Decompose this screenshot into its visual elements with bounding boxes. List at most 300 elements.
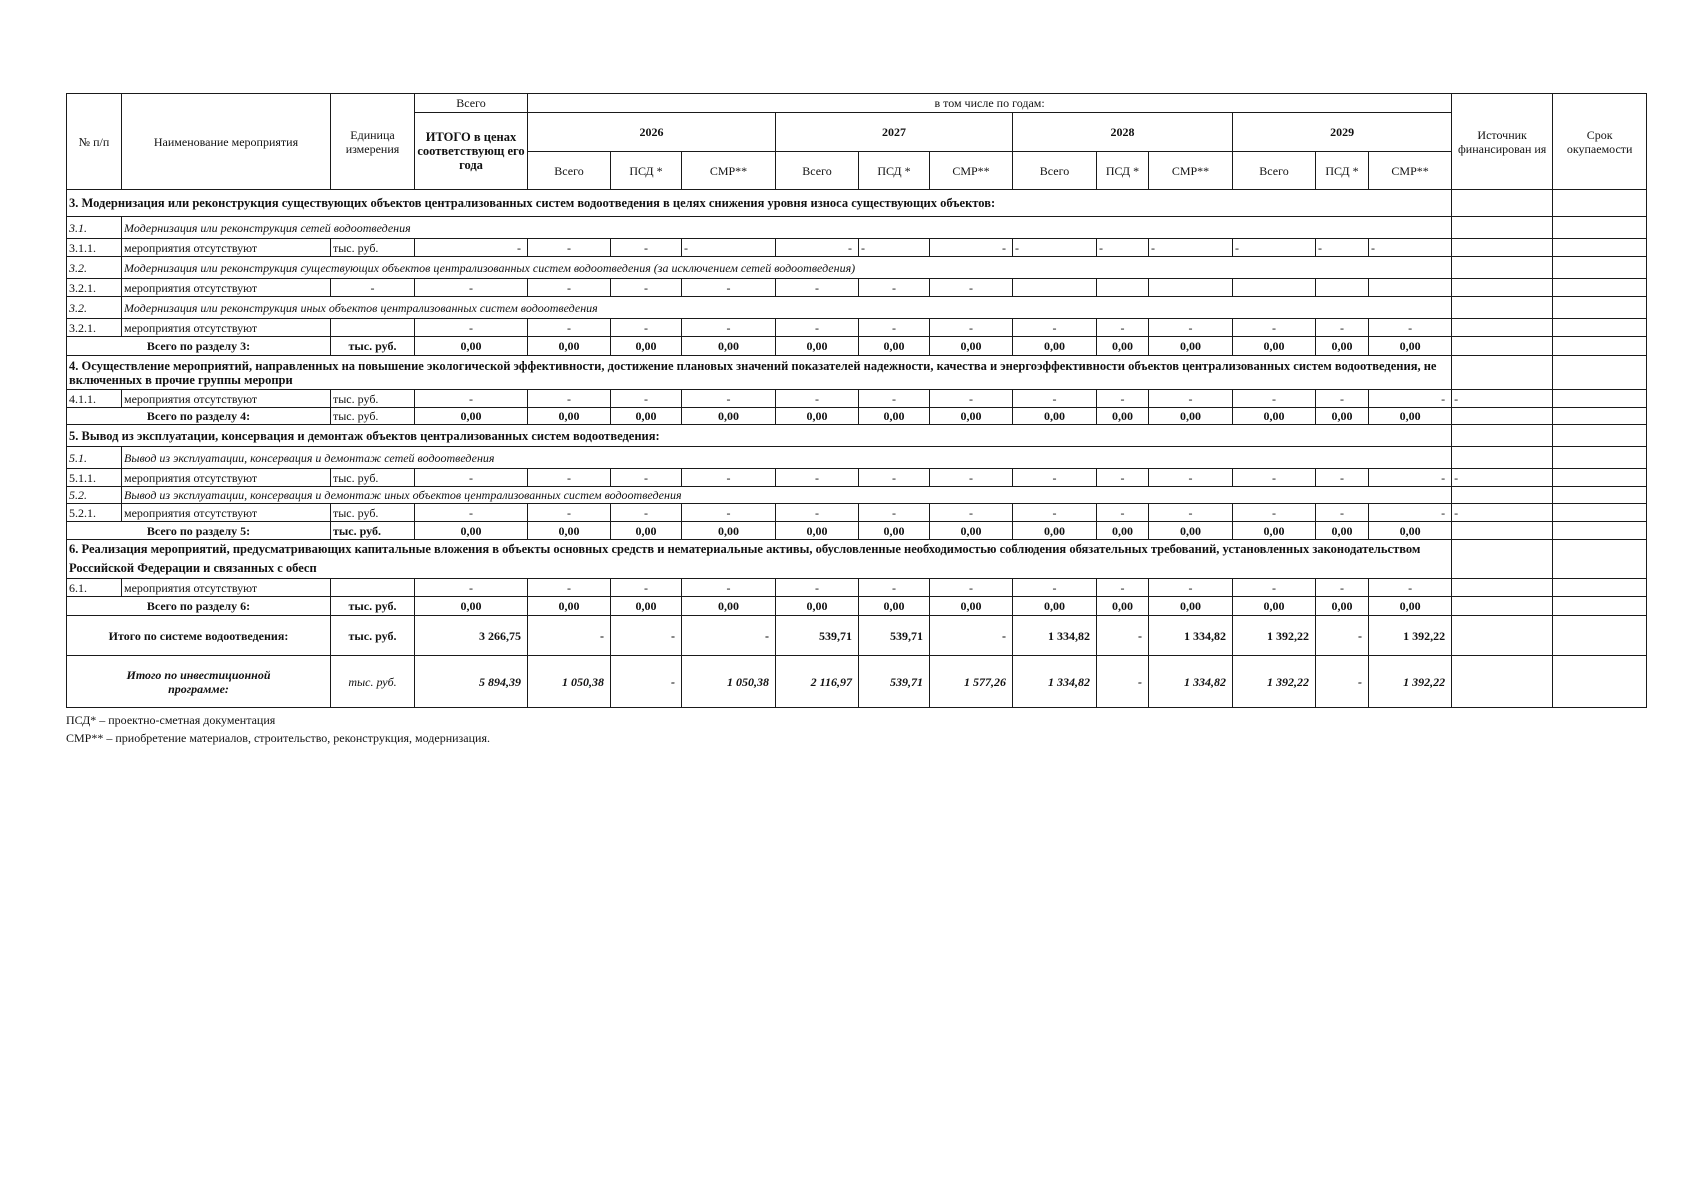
table-body — [67, 190, 1647, 708]
table-cell — [1452, 616, 1553, 656]
table-cell: - — [1316, 319, 1369, 337]
table-cell — [1097, 279, 1149, 297]
table-cell: тыс. руб. — [331, 408, 415, 425]
table-cell: 0,00 — [528, 408, 611, 425]
table-cell: - — [611, 656, 682, 708]
table-cell: 0,00 — [682, 337, 776, 356]
table-cell: - — [1369, 469, 1452, 487]
table-cell: - — [415, 319, 528, 337]
table-cell: - — [611, 279, 682, 297]
table-cell: - — [1013, 579, 1097, 597]
table-cell: - — [1013, 239, 1097, 257]
table-cell: 0,00 — [1149, 337, 1233, 356]
table-cell: - — [682, 319, 776, 337]
table-cell: - — [415, 504, 528, 522]
subsection-title: Вывод из эксплуатации, консервация и демонтаж иных объектов централизованных систем водоотведения — [122, 487, 1452, 504]
table-row — [67, 469, 1647, 487]
header-source: Источник финансирован ия — [1452, 94, 1553, 190]
table-cell: - — [930, 390, 1013, 408]
table-cell: - — [415, 469, 528, 487]
table-cell — [331, 579, 415, 597]
table-cell: - — [930, 579, 1013, 597]
table-cell: 1 392,22 — [1369, 656, 1452, 708]
table-cell: 1 050,38 — [682, 656, 776, 708]
table-cell: - — [682, 504, 776, 522]
table-row — [67, 239, 1647, 257]
program-total-label: Итого по инвестиционной программе: — [67, 656, 331, 708]
section-3-total-row — [67, 337, 1647, 356]
table-cell: - — [930, 469, 1013, 487]
table-cell: 1 050,38 — [528, 656, 611, 708]
table-cell: - — [1149, 319, 1233, 337]
table-header — [67, 94, 1647, 190]
table-cell: 0,00 — [930, 408, 1013, 425]
section-5-title: 5. Вывод из эксплуатации, консервация и демонтаж объектов централизованных систем водоотведения: — [67, 425, 1452, 447]
table-cell: 0,00 — [1369, 337, 1452, 356]
table-cell: - — [776, 319, 859, 337]
table-cell: - — [415, 579, 528, 597]
table-cell: 0,00 — [1013, 408, 1097, 425]
table-cell — [1149, 279, 1233, 297]
table-cell: - — [528, 616, 611, 656]
table-cell: 0,00 — [1316, 408, 1369, 425]
table-cell: 0,00 — [930, 337, 1013, 356]
table-cell: 1 334,82 — [1013, 656, 1097, 708]
header-2028-total: Всего — [1013, 152, 1097, 190]
table-cell: 0,00 — [528, 522, 611, 540]
table-cell — [1553, 447, 1647, 469]
table-cell — [1233, 279, 1316, 297]
table-cell: 0,00 — [415, 522, 528, 540]
table-cell: - — [415, 390, 528, 408]
table-cell: - — [611, 616, 682, 656]
header-num: № п/п — [67, 94, 122, 190]
table-cell — [1553, 190, 1647, 217]
table-cell: 0,00 — [859, 408, 930, 425]
row-num: 3.1. — [67, 217, 122, 239]
table-cell: - — [1233, 319, 1316, 337]
row-num: 5.2.1. — [67, 504, 122, 522]
row-unit: тыс. руб. — [331, 504, 415, 522]
table-cell: - — [528, 279, 611, 297]
table-cell: - — [776, 579, 859, 597]
table-cell — [1452, 540, 1553, 579]
table-cell: - — [1369, 390, 1452, 408]
row-num: 5.2. — [67, 487, 122, 504]
table-cell — [1452, 522, 1553, 540]
table-cell: - — [859, 579, 930, 597]
table-cell: 0,00 — [1233, 522, 1316, 540]
table-row — [67, 279, 1647, 297]
header-year-2028: 2028 — [1013, 113, 1233, 152]
table-cell — [1369, 279, 1452, 297]
table-cell — [1553, 337, 1647, 356]
table-cell: - — [859, 279, 930, 297]
table-cell: - — [930, 504, 1013, 522]
table-cell: 0,00 — [1097, 408, 1149, 425]
table-cell: - — [1316, 469, 1369, 487]
table-cell: 0,00 — [611, 522, 682, 540]
table-cell — [1553, 297, 1647, 319]
section-total-label: Всего по разделу 4: — [67, 408, 331, 425]
table-row — [67, 504, 1647, 522]
table-cell: 539,71 — [776, 616, 859, 656]
table-cell: 0,00 — [528, 597, 611, 616]
table-cell: 0,00 — [1316, 597, 1369, 616]
table-cell — [1452, 447, 1553, 469]
table-cell: - — [1316, 656, 1369, 708]
header-name: Наименование мероприятия — [122, 94, 331, 190]
row-num: 3.2. — [67, 257, 122, 279]
table-cell: - — [611, 469, 682, 487]
table-cell: 0,00 — [859, 337, 930, 356]
section-4-title: 4. Осуществление мероприятий, направленных на повышение экологической эффективности, достижение плановых значений показателей надежности, качества и энергоэффективности объектов централизованных систем водоотведения, не включенных в прочие группы меропри — [67, 356, 1452, 390]
table-cell — [1553, 239, 1647, 257]
table-cell: тыс. руб. — [331, 656, 415, 708]
table-cell: - — [1316, 239, 1369, 257]
table-cell: 0,00 — [776, 408, 859, 425]
table-cell: - — [611, 319, 682, 337]
table-cell: - — [776, 239, 859, 257]
table-cell: 3 266,75 — [415, 616, 528, 656]
header-2029-psd: ПСД * — [1316, 152, 1369, 190]
table-cell: - — [1452, 390, 1553, 408]
table-cell: 0,00 — [1316, 337, 1369, 356]
header-year-2029: 2029 — [1233, 113, 1452, 152]
table-cell: - — [415, 239, 528, 257]
table-cell: - — [1452, 469, 1553, 487]
table-cell: 1 392,22 — [1369, 616, 1452, 656]
row-name: мероприятия отсутствуют — [122, 239, 331, 257]
table-cell: 0,00 — [1013, 522, 1097, 540]
header-2026-total: Всего — [528, 152, 611, 190]
row-name: мероприятия отсутствуют — [122, 579, 331, 597]
table-cell: - — [682, 579, 776, 597]
table-cell — [1452, 356, 1553, 390]
footnote-psd: ПСД* – проектно-сметная документация — [66, 713, 276, 727]
header-2029-smr: СМР** — [1369, 152, 1452, 190]
table-cell: 0,00 — [415, 597, 528, 616]
table-cell: - — [415, 279, 528, 297]
table-cell — [1452, 597, 1553, 616]
table-cell — [1452, 579, 1553, 597]
section-total-label: Всего по разделу 6: — [67, 597, 331, 616]
table-cell: 0,00 — [1316, 522, 1369, 540]
table-cell: - — [528, 239, 611, 257]
table-cell: - — [1369, 504, 1452, 522]
table-cell: - — [1316, 616, 1369, 656]
table-cell — [1452, 319, 1553, 337]
header-2027-psd: ПСД * — [859, 152, 930, 190]
table-cell: - — [1149, 390, 1233, 408]
table-cell: - — [682, 239, 776, 257]
table-cell: 0,00 — [415, 337, 528, 356]
table-cell — [331, 319, 415, 337]
table-cell — [1553, 469, 1647, 487]
row-name: мероприятия отсутствуют — [122, 469, 331, 487]
table-cell: - — [611, 504, 682, 522]
table-row — [67, 390, 1647, 408]
table-cell: 1 392,22 — [1233, 656, 1316, 708]
table-cell: - — [1369, 239, 1452, 257]
table-cell — [1553, 425, 1647, 447]
table-cell: 0,00 — [1097, 597, 1149, 616]
table-cell — [1553, 408, 1647, 425]
table-cell: тыс. руб. — [331, 597, 415, 616]
subsection-title: Вывод из эксплуатации, консервация и демонтаж сетей водоотведения — [122, 447, 1452, 469]
row-name: мероприятия отсутствуют — [122, 390, 331, 408]
table-cell: - — [1149, 504, 1233, 522]
row-unit: - — [331, 279, 415, 297]
table-cell — [1452, 297, 1553, 319]
table-cell: 0,00 — [682, 597, 776, 616]
table-cell — [1452, 337, 1553, 356]
table-cell: 2 116,97 — [776, 656, 859, 708]
table-cell: - — [1233, 469, 1316, 487]
header-unit: Единица измерения — [331, 94, 415, 190]
table-cell: - — [1013, 390, 1097, 408]
table-cell — [1553, 579, 1647, 597]
row-num: 4.1.1. — [67, 390, 122, 408]
table-cell: - — [1233, 390, 1316, 408]
program-total-row — [67, 656, 1647, 708]
table-cell — [1553, 504, 1647, 522]
header-2027-total: Всего — [776, 152, 859, 190]
table-cell: - — [1013, 504, 1097, 522]
table-cell: 0,00 — [1149, 408, 1233, 425]
header-total-top: Всего — [415, 94, 528, 113]
table-cell: 0,00 — [611, 337, 682, 356]
table-cell: - — [1369, 579, 1452, 597]
table-cell — [1553, 319, 1647, 337]
table-cell — [1452, 279, 1553, 297]
header-total-main: ИТОГО в ценах соответствующ его года — [415, 113, 528, 190]
table-cell — [1452, 425, 1553, 447]
table-cell: тыс. руб. — [331, 522, 415, 540]
table-cell: - — [682, 469, 776, 487]
row-name: мероприятия отсутствуют — [122, 279, 331, 297]
table-cell: 0,00 — [415, 408, 528, 425]
table-cell: 5 894,39 — [415, 656, 528, 708]
header-payback: Срок окупаемости — [1553, 94, 1647, 190]
system-total-row — [67, 616, 1647, 656]
section-3-title: 3. Модернизация или реконструкция существующих объектов централизованных систем водоотведения в целях снижения уровня износа существующих объектов: — [67, 190, 1452, 217]
table-cell: - — [528, 390, 611, 408]
table-cell: 0,00 — [1013, 337, 1097, 356]
section-6-total-row — [67, 597, 1647, 616]
table-cell: - — [611, 579, 682, 597]
table-cell — [1553, 487, 1647, 504]
table-cell: 0,00 — [1369, 597, 1452, 616]
system-total-label: Итого по системе водоотведения: — [67, 616, 331, 656]
table-cell: - — [1316, 579, 1369, 597]
row-num: 5.1.1. — [67, 469, 122, 487]
table-cell: - — [1452, 504, 1553, 522]
table-cell: - — [528, 319, 611, 337]
table-cell: - — [1097, 469, 1149, 487]
table-cell: - — [1369, 319, 1452, 337]
table-cell: 0,00 — [930, 522, 1013, 540]
subsection-title: Модернизация или реконструкция сетей водоотведения — [122, 217, 1452, 239]
table-cell: - — [682, 390, 776, 408]
table-cell: - — [776, 469, 859, 487]
table-cell: 0,00 — [1233, 597, 1316, 616]
section-5-total-row — [67, 522, 1647, 540]
table-cell: - — [528, 504, 611, 522]
row-unit: тыс. руб. — [331, 469, 415, 487]
table-cell: - — [1316, 390, 1369, 408]
header-year-2026: 2026 — [528, 113, 776, 152]
table-cell: 0,00 — [1233, 408, 1316, 425]
table-cell: 0,00 — [1097, 522, 1149, 540]
table-cell: - — [1013, 319, 1097, 337]
table-cell — [1553, 356, 1647, 390]
table-cell: - — [1233, 504, 1316, 522]
table-cell: - — [1097, 319, 1149, 337]
table-cell: 0,00 — [611, 597, 682, 616]
table-cell — [1452, 217, 1553, 239]
table-cell: 0,00 — [930, 597, 1013, 616]
table-cell: - — [930, 239, 1013, 257]
table-cell: - — [528, 579, 611, 597]
row-name: мероприятия отсутствуют — [122, 319, 331, 337]
table-cell — [1013, 279, 1097, 297]
table-cell: 1 334,82 — [1149, 616, 1233, 656]
table-cell: - — [1097, 616, 1149, 656]
table-cell: - — [1013, 469, 1097, 487]
table-cell: 0,00 — [1013, 597, 1097, 616]
table-cell — [1452, 239, 1553, 257]
row-name: мероприятия отсутствуют — [122, 504, 331, 522]
table-cell: 0,00 — [682, 408, 776, 425]
row-num: 3.2.1. — [67, 279, 122, 297]
table-cell: тыс. руб. — [331, 616, 415, 656]
table-cell: - — [859, 504, 930, 522]
table-cell: - — [930, 279, 1013, 297]
section-total-label: Всего по разделу 5: — [67, 522, 331, 540]
table-cell: - — [1316, 504, 1369, 522]
table-cell: - — [682, 279, 776, 297]
header-by-years: в том числе по годам: — [528, 94, 1452, 113]
table-cell: тыс. руб. — [331, 337, 415, 356]
table-cell: - — [930, 616, 1013, 656]
table-cell: 1 334,82 — [1149, 656, 1233, 708]
section-4-total-row — [67, 408, 1647, 425]
row-num: 3.1.1. — [67, 239, 122, 257]
row-num: 3.2. — [67, 297, 122, 319]
table-cell: 0,00 — [1369, 408, 1452, 425]
row-num: 3.2.1. — [67, 319, 122, 337]
table-cell — [1553, 279, 1647, 297]
table-cell — [1553, 390, 1647, 408]
table-cell: 0,00 — [776, 597, 859, 616]
table-cell: - — [1149, 239, 1233, 257]
table-cell: - — [930, 319, 1013, 337]
table-cell: - — [859, 390, 930, 408]
table-row — [67, 579, 1647, 597]
header-2028-psd: ПСД * — [1097, 152, 1149, 190]
table-cell — [1553, 616, 1647, 656]
table-cell: 0,00 — [1369, 522, 1452, 540]
table-cell: - — [611, 239, 682, 257]
table-cell — [1553, 540, 1647, 579]
table-cell — [1553, 656, 1647, 708]
section-total-label: Всего по разделу 3: — [67, 337, 331, 356]
header-2028-smr: СМР** — [1149, 152, 1233, 190]
header-2026-smr: СМР** — [682, 152, 776, 190]
table-cell: - — [1097, 579, 1149, 597]
table-cell — [1452, 408, 1553, 425]
table-cell — [1452, 656, 1553, 708]
subsection-title: Модернизация или реконструкция существующих объектов централизованных систем водоотведения (за исключением сетей водоотведения) — [122, 257, 1452, 279]
table-cell — [1553, 522, 1647, 540]
table-cell: 0,00 — [1149, 522, 1233, 540]
table-cell: - — [1097, 239, 1149, 257]
table-cell: 0,00 — [682, 522, 776, 540]
table-cell — [1452, 487, 1553, 504]
header-2029-total: Всего — [1233, 152, 1316, 190]
table-cell — [1452, 190, 1553, 217]
table-cell — [1553, 597, 1647, 616]
table-cell: - — [528, 469, 611, 487]
table-cell: 0,00 — [859, 597, 930, 616]
table-cell: 539,71 — [859, 656, 930, 708]
investment-table — [66, 93, 1647, 708]
table-cell — [1553, 217, 1647, 239]
table-cell: - — [1149, 579, 1233, 597]
row-num: 6.1. — [67, 579, 122, 597]
investment-program-document — [66, 93, 1639, 747]
table-cell: - — [776, 390, 859, 408]
table-cell: - — [776, 279, 859, 297]
table-row — [67, 319, 1647, 337]
table-cell: 0,00 — [776, 522, 859, 540]
subsection-title: Модернизация или реконструкция иных объектов централизованных систем водоотведения — [122, 297, 1452, 319]
table-cell: - — [859, 319, 930, 337]
table-cell: 0,00 — [611, 408, 682, 425]
table-cell: 0,00 — [1097, 337, 1149, 356]
table-cell: 0,00 — [1233, 337, 1316, 356]
table-cell — [1553, 257, 1647, 279]
table-cell: 1 392,22 — [1233, 616, 1316, 656]
table-cell: 1 577,26 — [930, 656, 1013, 708]
section-6-title: 6. Реализация мероприятий, предусматривающих капитальные вложения в объекты основных средств и нематериальные активы, обусловленные необходимостью соблюдения обязательных требований, установленных законодательством Российской Федерации и связанных с обесп — [67, 540, 1452, 579]
table-cell: - — [1097, 656, 1149, 708]
table-cell: 539,71 — [859, 616, 930, 656]
table-cell: 0,00 — [859, 522, 930, 540]
table-cell: 1 334,82 — [1013, 616, 1097, 656]
table-cell: - — [776, 504, 859, 522]
header-2026-psd: ПСД * — [611, 152, 682, 190]
table-cell: - — [1233, 579, 1316, 597]
footnotes — [66, 711, 1639, 747]
table-cell — [1316, 279, 1369, 297]
row-unit: тыс. руб. — [331, 390, 415, 408]
table-cell: - — [859, 469, 930, 487]
table-cell — [1452, 257, 1553, 279]
table-cell: - — [1097, 390, 1149, 408]
row-num: 5.1. — [67, 447, 122, 469]
row-unit: тыс. руб. — [331, 239, 415, 257]
header-2027-smr: СМР** — [930, 152, 1013, 190]
table-cell: 0,00 — [528, 337, 611, 356]
table-cell: 0,00 — [776, 337, 859, 356]
header-year-2027: 2027 — [776, 113, 1013, 152]
footnote-smr: СМР** – приобретение материалов, строительство, реконструкция, модернизация. — [66, 731, 490, 745]
table-cell: - — [611, 390, 682, 408]
table-cell: 0,00 — [1149, 597, 1233, 616]
table-cell: - — [682, 616, 776, 656]
